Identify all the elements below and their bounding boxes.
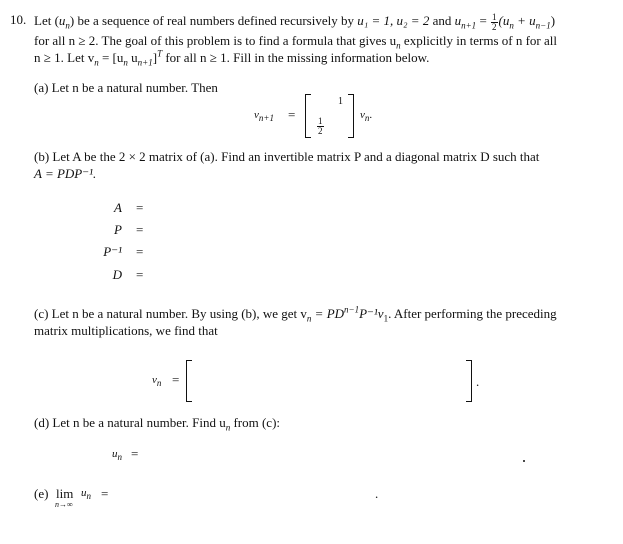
intro-line3-e: for all n ≥ 1. Fill in the missing information below. xyxy=(162,49,430,65)
recurrence-lhs-sub: n+1 xyxy=(461,20,477,31)
part-b-row-pinv xyxy=(0,244,200,262)
intro-line3-a: n ≥ 1. Let v xyxy=(34,49,95,65)
recurrence-frac xyxy=(491,13,498,32)
intro-line2-sub: n xyxy=(396,40,401,51)
part-a-frac-den: 2 xyxy=(318,126,323,136)
recurrence-rhs-sub2: n−1 xyxy=(535,20,551,31)
intro-line3-sub: n xyxy=(94,57,99,68)
recurrence-lhs: u xyxy=(454,13,462,28)
part-d-eq: = xyxy=(131,446,139,461)
part-a-text: (a) Let n be a natural number. Then xyxy=(34,80,218,95)
initial-values: u₁ = 1, u₂ = 2 xyxy=(357,13,430,28)
part-c-line1-sub: n xyxy=(306,313,312,324)
problem-number: 10. xyxy=(10,12,27,27)
part-b-row-a-label: A xyxy=(114,200,122,215)
part-c-line1-b: = PD xyxy=(311,306,345,321)
part-d-text: (d) Let n be a natural number. Find $u_n$ from (c): xyxy=(34,415,281,433)
seq-var: u xyxy=(58,13,66,28)
intro-line3-b-sub: n xyxy=(123,57,128,68)
and-word: and xyxy=(432,13,452,28)
seq-sub: n xyxy=(65,20,70,31)
part-b-row-p-eq: = xyxy=(136,222,144,237)
part-b-row-pinv-label: P⁻¹ xyxy=(103,244,122,259)
part-e-lim: lim xyxy=(56,486,74,501)
intro-line3-c: u xyxy=(127,49,138,65)
part-c-right-bracket xyxy=(466,360,472,402)
recurrence-rhs-end: ) xyxy=(550,13,556,28)
part-e-eq: = xyxy=(101,486,109,501)
part-b-row-pinv-eq: = xyxy=(136,244,144,259)
intro-text-b: ) be a sequence of real numbers defined recursively by xyxy=(69,13,354,28)
part-d-lhs: $u_n$ xyxy=(112,448,122,463)
part-b-text xyxy=(34,148,606,182)
intro-line3-sup: T xyxy=(157,48,163,59)
part-b-line2: A = PDP⁻¹. xyxy=(34,166,97,181)
part-b-row-a-eq: = xyxy=(136,200,144,215)
part-c-line2: matrix multiplications, we find that xyxy=(34,323,218,338)
part-c-line1-d: . After performing the preceding xyxy=(388,306,557,321)
part-c-eq: = xyxy=(172,372,180,387)
recurrence-rhs-mid: + u xyxy=(513,13,536,28)
part-e-lim-sub: n→∞ xyxy=(55,500,73,509)
part-d-end-period xyxy=(523,460,525,462)
part-e-expr: $u_n$ xyxy=(81,487,91,502)
part-c-line1: (c) Let n be a natural number. By using (b), we get v xyxy=(34,306,307,321)
part-c-lhs: $v_n$ xyxy=(152,374,162,389)
intro-line3-c-sub: n+1 xyxy=(137,57,153,68)
part-a-frac-num: 1 xyxy=(318,116,323,126)
part-e-label: (e) xyxy=(34,486,49,501)
part-a-eq: = xyxy=(288,107,296,122)
part-b-row-d xyxy=(0,267,200,285)
part-b-line1: (b) Let A be the 2 × 2 matrix of (a). Find an invertible matrix P and a diagonal matrix D such that xyxy=(34,149,540,164)
part-e-period: . xyxy=(375,486,379,501)
part-c-line1-sup: n−1 xyxy=(344,304,360,315)
part-b-row-d-eq: = xyxy=(136,267,144,282)
intro-line2-end: explicitly in terms of n for all xyxy=(403,32,557,48)
intro-line3-b: = [u xyxy=(98,49,124,65)
part-b-row-p xyxy=(0,222,200,240)
part-c-left-bracket xyxy=(186,360,192,402)
part-c-period: . xyxy=(476,374,480,389)
part-c-line1-sub2: 1 xyxy=(383,313,389,324)
intro-text-a: Let ( xyxy=(34,13,59,28)
recurrence-rhs: (u xyxy=(498,13,510,28)
part-a-lhs: $v_{n+1}$ xyxy=(254,109,274,124)
intro-line3-d: ] xyxy=(152,49,158,65)
part-b-row-d-label: D xyxy=(112,267,122,282)
problem-intro: Let $(u_n)$ be a sequence of real numbers defined recursively by u₁ = 1, u₂ = 2 and $u_{n+1}$ = $\frac{1}{2}$ $(u_n + u_{n-1})$ for all n ≥ 2. The goal of this problem is to find a formula that gives $u_n$ explicitly in terms of n for all n ≥ 1. Let $v_n = [u_n$ $u_{n+1}]^T$ for all n ≥ 1. Fill in the missing information below. xyxy=(34,11,557,68)
part-c-line1-c: P⁻¹v xyxy=(359,306,384,321)
part-a-matrix-entry-21[interactable] xyxy=(316,117,325,136)
recurrence-frac-num: 1 xyxy=(492,11,497,22)
part-a-matrix-entry-12[interactable]: 1 xyxy=(338,96,343,107)
part-b-row-p-label: P xyxy=(114,222,122,237)
intro-line2: for all n ≥ 2. The goal of this problem is to find a formula that gives u xyxy=(34,32,397,48)
part-d-text-sub: n xyxy=(225,422,231,433)
part-a-matrix-right-bracket xyxy=(348,94,354,138)
part-a-matrix-left-bracket xyxy=(305,94,311,138)
part-a-rhs: $v_n$. xyxy=(360,109,373,124)
part-c-text xyxy=(34,305,606,339)
recurrence-rhs-sub1: n xyxy=(509,20,514,31)
part-b-row-a xyxy=(0,200,200,218)
recurrence-frac-den: 2 xyxy=(492,21,497,32)
